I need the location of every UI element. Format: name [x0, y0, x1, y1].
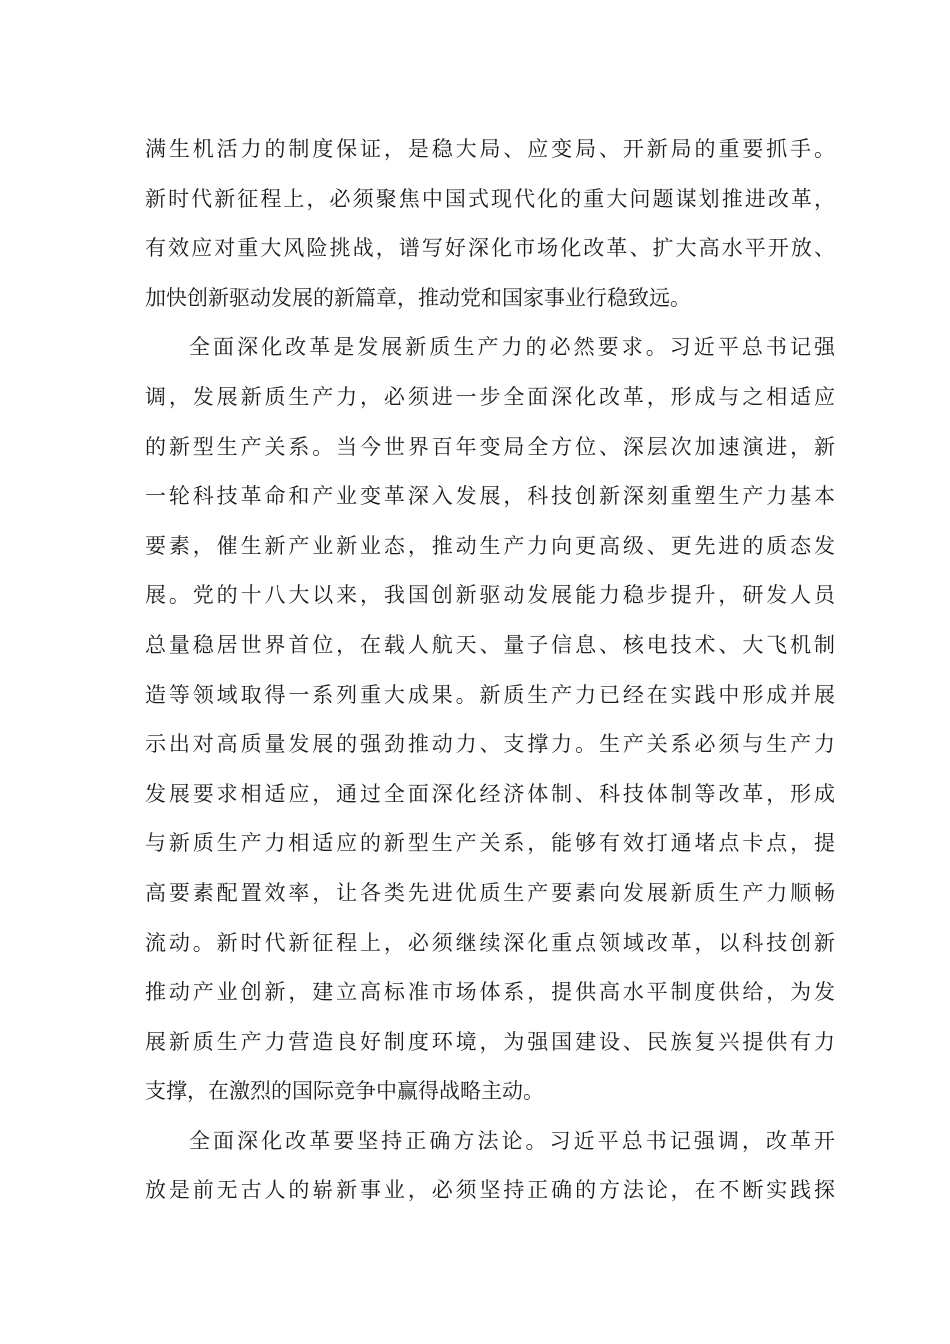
text-line: 放是前无古人的崭新事业，必须坚持正确的方法论，在不断实践探 — [145, 1178, 835, 1203]
text-line: 与新质生产力相适应的新型生产关系，能够有效打通堵点卡点，提 — [145, 831, 835, 856]
text-line: 高要素配置效率，让各类先进优质生产要素向发展新质生产力顺畅 — [145, 880, 835, 905]
text-line: 要素，催生新产业新业态，推动生产力向更高级、更先进的质态发 — [145, 533, 835, 558]
text-line: 加快创新驱动发展的新篇章，推动党和国家事业行稳致远。 — [145, 285, 691, 310]
text-line: 展新质生产力营造良好制度环境，为强国建设、民族复兴提供有力 — [145, 1029, 835, 1054]
text-line: 总量稳居世界首位，在载人航天、量子信息、核电技术、大飞机制 — [145, 632, 835, 657]
text-line: 支撑，在激烈的国际竞争中赢得战略主动。 — [145, 1079, 544, 1104]
text-line: 调，发展新质生产力，必须进一步全面深化改革，形成与之相适应 — [145, 384, 835, 409]
body-text — [145, 125, 835, 1216]
text-line: 流动。新时代新征程上，必须继续深化重点领域改革，以科技创新 — [145, 930, 835, 955]
text-line: 造等领域取得一系列重大成果。新质生产力已经在实践中形成并展 — [145, 682, 835, 707]
text-line: 的新型生产关系。当今世界百年变局全方位、深层次加速演进，新 — [145, 434, 835, 459]
text-line: 展。党的十八大以来，我国创新驱动发展能力稳步提升，研发人员 — [145, 583, 835, 608]
text-line: 一轮科技革命和产业变革深入发展，科技创新深刻重塑生产力基本 — [145, 484, 835, 509]
text-line: 发展要求相适应，通过全面深化经济体制、科技体制等改革，形成 — [145, 781, 835, 806]
text-line: 满生机活力的制度保证，是稳大局、应变局、开新局的重要抓手。 — [145, 137, 835, 161]
paragraph-first-line: 全面深化改革要坚持正确方法论。习近平总书记强调，改革开 — [189, 1128, 835, 1153]
text-line: 示出对高质量发展的强劲推动力、支撑力。生产关系必须与生产力 — [145, 732, 835, 757]
text-line: 新时代新征程上，必须聚焦中国式现代化的重大问题谋划推进改革， — [145, 186, 835, 211]
paragraph-first-line: 全面深化改革是发展新质生产力的必然要求。习近平总书记强 — [189, 335, 835, 360]
text-line: 有效应对重大风险挑战，谱写好深化市场化改革、扩大高水平开放、 — [145, 236, 835, 261]
text-line: 推动产业创新，建立高标准市场体系，提供高水平制度供给，为发 — [145, 980, 835, 1005]
